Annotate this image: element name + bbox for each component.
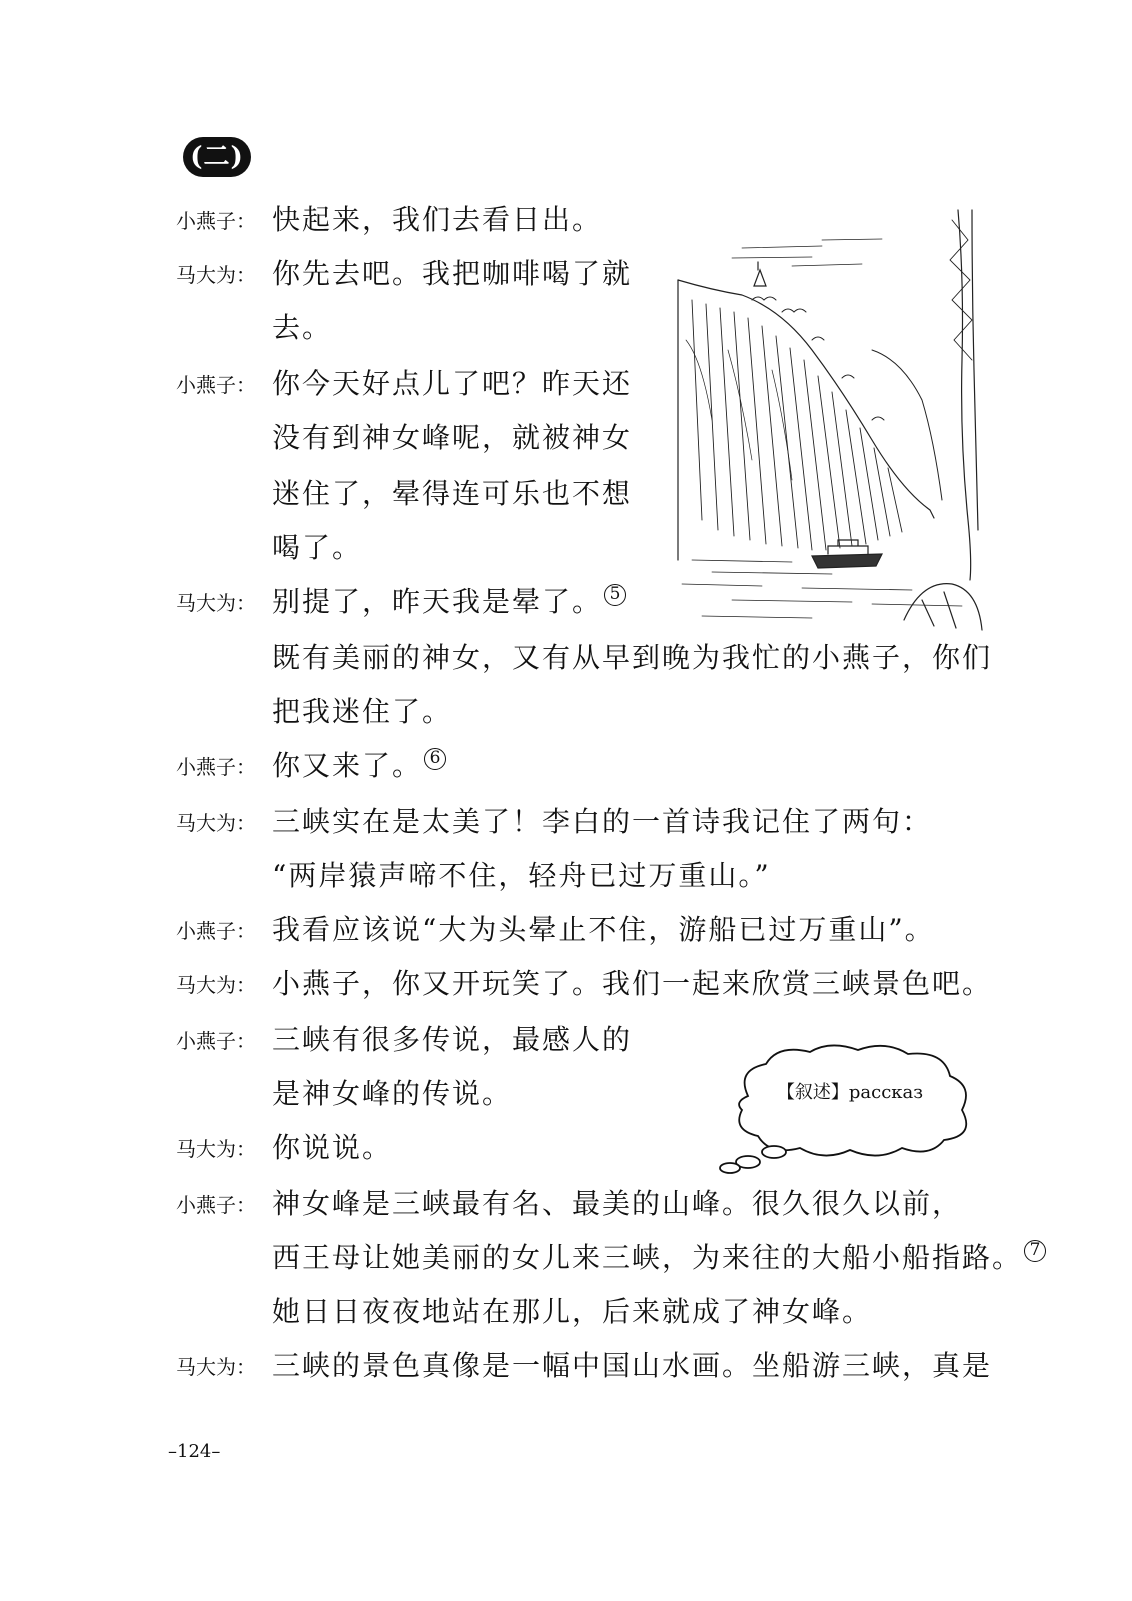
line-text: 小燕子，你又开玩笑了。我们一起来欣赏三峡景色吧。 [272, 967, 993, 1000]
dialogue-line-10 [0, 690, 1132, 738]
line-text: 没有到神女峰呢，就被神女 [272, 421, 633, 454]
line-text: 三峡的景色真像是一幅中国山水画。坐船游三峡，真是 [272, 1349, 993, 1382]
speaker-label: 马大为： [176, 263, 256, 287]
line-text: 三峡实在是太美了！李白的一首诗我记住了两句： [272, 805, 933, 838]
vocab-cloud-label: 【叙述】рассказ [776, 1082, 924, 1103]
dialogue-line-20 [0, 1236, 1132, 1284]
speaker-label: 马大为： [176, 811, 256, 835]
line-text: 喝了。 [272, 531, 363, 564]
page-number: –124– [168, 1441, 221, 1462]
dialogue-line-13 [0, 854, 1132, 902]
footnote-marker: 5 [604, 584, 626, 606]
line-body: 你又来了。 [272, 749, 423, 782]
speaker-label: 马大为： [176, 973, 256, 997]
line-text: “两岸猿声啼不住，轻舟已过万重山。” [272, 859, 771, 892]
dialogue-line-21 [0, 1290, 1132, 1338]
line-text: 去。 [272, 311, 333, 344]
line-text: 我看应该说“大为头晕止不住，游船已过万重山”。 [272, 913, 935, 946]
speaker-label: 小燕子： [176, 755, 256, 779]
line-text [272, 1236, 1046, 1280]
footnote-marker: 7 [1024, 1240, 1046, 1262]
speaker-label: 小燕子： [176, 919, 256, 943]
line-text [272, 744, 446, 788]
speaker-label: 小燕子： [176, 209, 256, 233]
line-body: 西王母让她美丽的女儿来三峡，为来往的大船小船指路。 [272, 1241, 1023, 1274]
dialogue-line-19 [0, 1182, 1132, 1230]
line-text: 迷住了，晕得连可乐也不想 [272, 477, 633, 510]
speaker-label: 小燕子： [176, 1029, 256, 1053]
line-text: 你说说。 [272, 1131, 393, 1164]
line-text [272, 580, 626, 624]
section-badge: (二) [183, 137, 251, 177]
dialogue-line-15 [0, 962, 1132, 1010]
speaker-label: 小燕子： [176, 1193, 256, 1217]
dialogue-line-22 [0, 1344, 1132, 1392]
line-text: 你今天好点儿了吧？昨天还 [272, 367, 633, 400]
line-text: 快起来，我们去看日出。 [272, 203, 603, 236]
line-text: 你先去吧。我把咖啡喝了就 [272, 257, 633, 290]
speaker-label: 小燕子： [176, 373, 256, 397]
speaker-label: 马大为： [176, 1355, 256, 1379]
line-text: 把我迷住了。 [272, 695, 453, 728]
line-text: 既有美丽的神女，又有从早到晚为我忙的小燕子，你们 [272, 641, 993, 674]
speaker-label: 马大为： [176, 591, 256, 615]
three-gorges-illustration [672, 200, 984, 640]
line-text: 她日日夜夜地站在那儿，后来就成了神女峰。 [272, 1295, 873, 1328]
footnote-marker: 6 [424, 748, 446, 770]
line-body: 别提了，昨天我是晕了。 [272, 585, 603, 618]
dialogue-line-11 [0, 744, 1132, 792]
dialogue-line-14 [0, 908, 1132, 956]
line-text: 神女峰是三峡最有名、最美的山峰。很久很久以前， [272, 1187, 963, 1220]
dialogue-line-9 [0, 636, 1132, 684]
line-text: 是神女峰的传说。 [272, 1077, 513, 1110]
vocab-thought-cloud [718, 1040, 978, 1180]
speaker-label: 马大为： [176, 1137, 256, 1161]
dialogue-line-12 [0, 800, 1132, 848]
line-text: 三峡有很多传说，最感人的 [272, 1023, 633, 1056]
